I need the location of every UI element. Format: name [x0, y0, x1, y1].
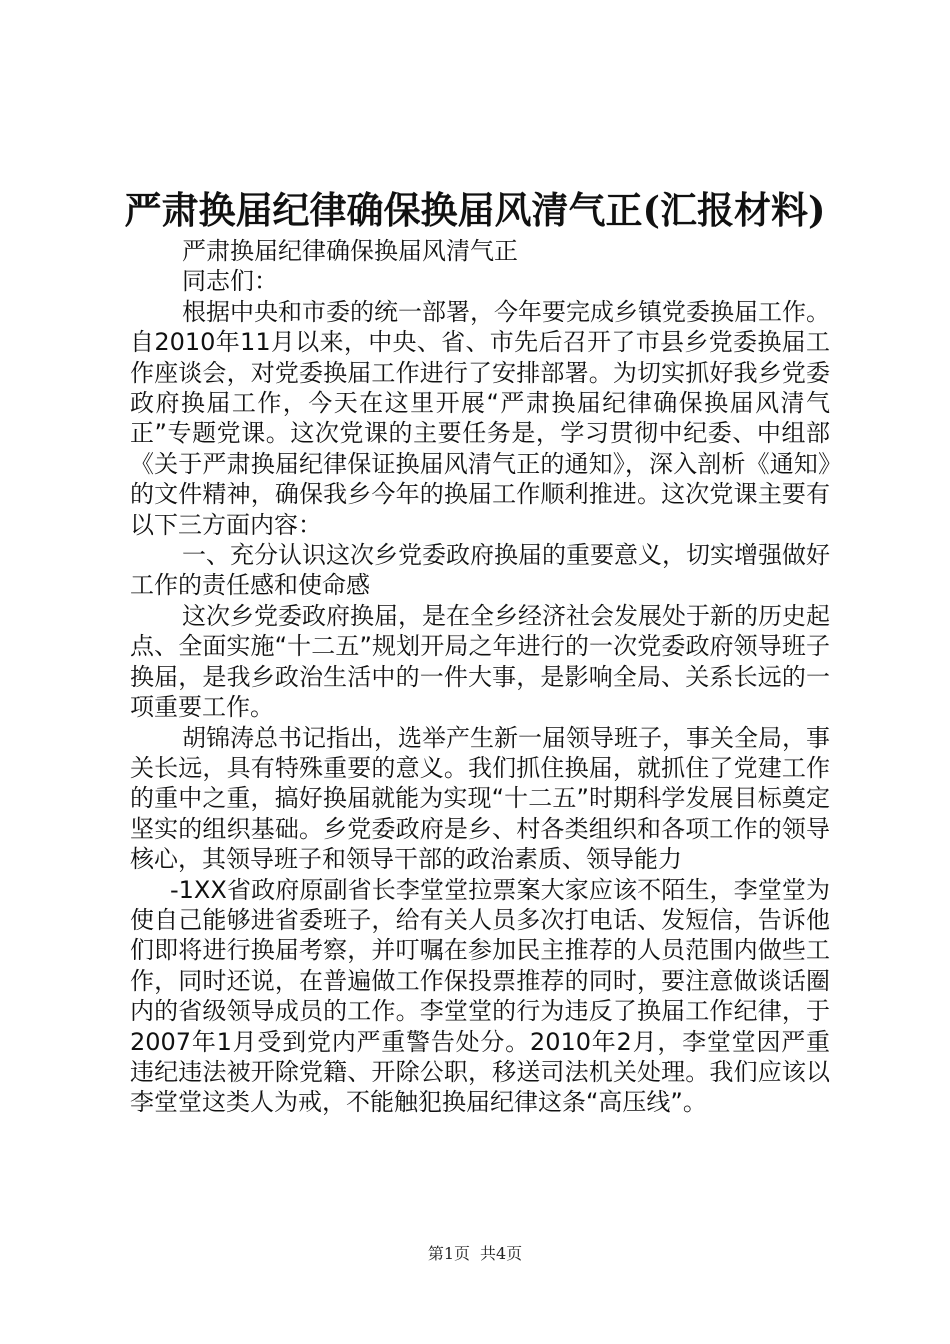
subtitle-paragraph: 严肃换届纪律确保换届风清气正 [182, 237, 518, 265]
document-title: 严肃换届纪律确保换届风清气正(汇报材料) [124, 188, 826, 232]
page-number: 第1页 [427, 1244, 470, 1263]
page-footer [0, 1244, 950, 1264]
case-paragraph: -1XX省政府原副省长李堂堂拉票案大家应该不陌生，李堂堂为使自己能够进省委班子，给有关人员多次打电话、发短信，告诉他们即将进行换届考察，并叮嘱在参加民主推荐的人员范围内做些工作，同时还说，在普遍做工作保投票推荐的同时，要注意做谈话圈内的省级领导成员的工作。李堂堂的行为违反了换届工作纪律，于2007年1月受到党内严重警告处分。2010年2月，李堂堂因严重违纪违法被开除党籍、开除公职，移送司法机关处理。我们应该以李堂堂这类人为戒，不能触犯换届纪律这条“高压线”。 [130, 875, 830, 1117]
salutation-paragraph: 同志们： [182, 267, 278, 296]
document-body [130, 236, 830, 1118]
body-paragraph: 胡锦涛总书记指出，选举产生新一届领导班子，事关全局，事关长远，具有特殊重要的意义。我们抓住换届，就抓住了党建工作的重中之重，搞好换届就能为实现“十二五”时期科学发展目标奠定坚实的组织基础。乡党委政府是乡、村各类组织和各项工作的领导核心，其领导班子和领导干部的政治素质、领导能力 [130, 723, 830, 874]
intro-paragraph: 根据中央和市委的统一部署，今年要完成乡镇党委换届工作。自2010年11月以来，中央、省、市先后召开了市县乡党委换届工作座谈会，对党委换届工作进行了安排部署。为切实抓好我乡党委政府换届工作，今天在这里开展“严肃换届纪律确保换届风清气正”专题党课。这次党课的主要任务是，学习贯彻中纪委、中组部《关于严肃换届纪律保证换届风清气正的通知》，深入剖析《通知》的文件精神，确保我乡今年的换届工作顺利推进。这次党课主要有以下三方面内容： [130, 297, 830, 539]
body-paragraph: 这次乡党委政府换届，是在全乡经济社会发展处于新的历史起点、全面实施“十二五”规划开局之年进行的一次党委政府领导班子换届，是我乡政治生活中的一件大事，是影响全局、关系长远的一项重要工作。 [130, 601, 830, 722]
section-heading-paragraph: 一、充分认识这次乡党委政府换届的重要意义，切实增强做好工作的责任感和使命感 [130, 541, 830, 600]
page-total: 共4页 [480, 1244, 523, 1263]
